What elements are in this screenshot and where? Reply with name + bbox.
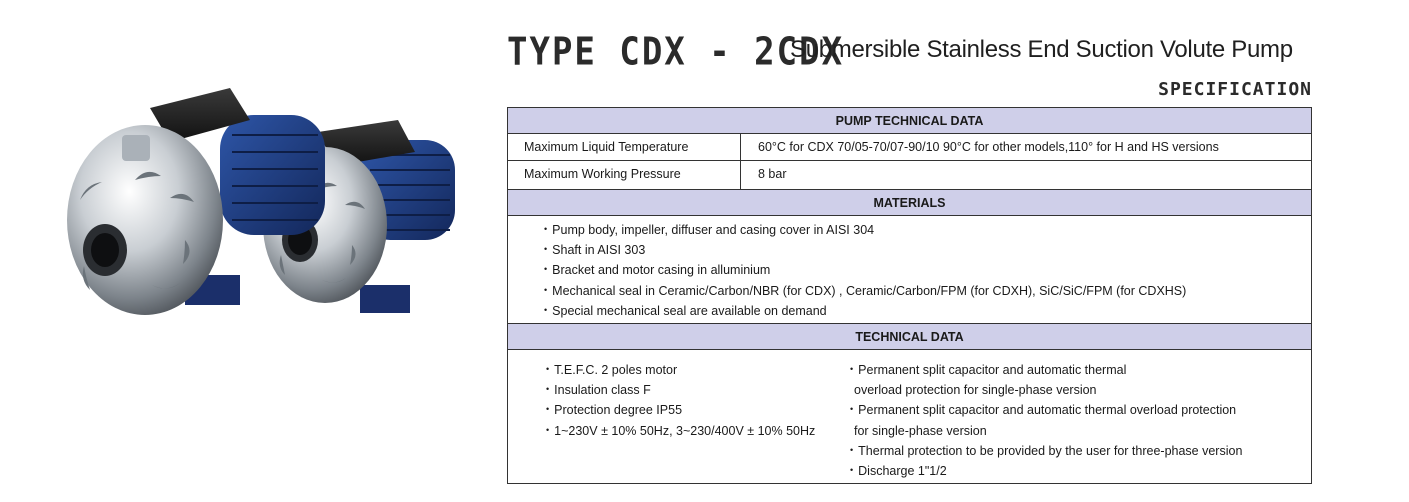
list-item: • Insulation class F xyxy=(546,380,815,400)
materials-heading: MATERIALS xyxy=(508,190,1311,216)
list-item: • Pump body, impeller, diffuser and casing cover in AISI 304 xyxy=(544,220,1186,240)
pump-technical-data-heading: PUMP TECHNICAL DATA xyxy=(508,108,1311,134)
pump-illustration xyxy=(60,80,460,330)
list-item: • Bracket and motor casing in alluminium xyxy=(544,260,1186,280)
list-item: • 1~230V ± 10% 50Hz, 3~230/400V ± 10% 50Hz xyxy=(546,421,815,441)
list-item-continuation: overload protection for single-phase version xyxy=(854,383,1097,398)
row-value: 60°C for CDX 70/05-70/07-90/10 90°C for other models,110° for H and HS versions xyxy=(758,140,1219,154)
list-item: • Protection degree IP55 xyxy=(546,400,815,420)
table-row-max-temperature xyxy=(508,134,1311,161)
list-item: • Shaft in AISI 303 xyxy=(544,240,1186,260)
row-label: Maximum Working Pressure xyxy=(508,161,741,189)
technical-data-right-list xyxy=(850,360,1242,481)
product-subtitle: Submersible Stainless End Suction Volute Pump xyxy=(790,36,1293,63)
list-item: • Permanent split capacitor and automatic thermal xyxy=(850,360,1242,380)
row-label: Maximum Liquid Temperature xyxy=(508,134,741,160)
type-title: TYPE CDX - 2CDX xyxy=(507,30,845,75)
materials-section xyxy=(508,216,1311,324)
list-item: • Special mechanical seal are available on demand xyxy=(544,301,1186,321)
materials-list xyxy=(544,220,1186,321)
list-item-continuation: for single-phase version xyxy=(854,423,987,438)
specification-table xyxy=(507,107,1312,484)
list-item: • Mechanical seal in Ceramic/Carbon/NBR (for CDX) , Ceramic/Carbon/FPM (for CDXH), SiC/SiC/FPM (for CDXHS) xyxy=(544,281,1186,301)
row-value: 8 bar xyxy=(758,167,787,181)
list-item: • T.E.F.C. 2 poles motor xyxy=(546,360,815,380)
list-item: • Discharge 1"1/2 xyxy=(850,461,1242,481)
pump-product-image xyxy=(60,80,460,330)
technical-data-left-list xyxy=(546,360,815,441)
table-row-max-pressure xyxy=(508,161,1311,190)
title-row xyxy=(507,28,1312,74)
specification-label: SPECIFICATION xyxy=(1158,79,1312,100)
list-item: • Thermal protection to be provided by the user for three-phase version xyxy=(850,441,1242,461)
technical-data-heading: TECHNICAL DATA xyxy=(508,324,1311,350)
list-item: • Permanent split capacitor and automatic thermal overload protection xyxy=(850,400,1242,420)
